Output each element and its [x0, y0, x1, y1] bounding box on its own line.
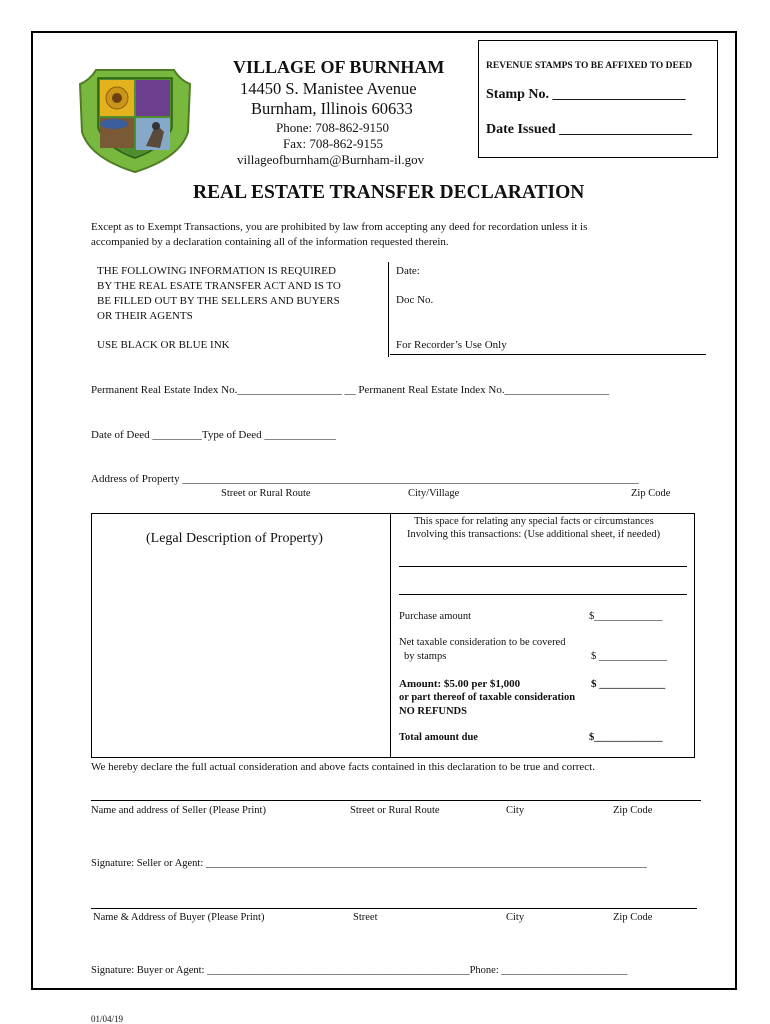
revenue-stamp-title: REVENUE STAMPS TO BE AFFIXED TO DEED — [486, 61, 693, 71]
net-taxable-label-1: Net taxable consideration to be covered — [399, 637, 566, 648]
seller-signature-field[interactable]: Signature: Seller or Agent: ____________________________________________________________________________________ — [91, 858, 647, 869]
special-facts-line-1: This space for relating any special facts or circumstances — [414, 516, 654, 527]
recorder-doc-no-field[interactable]: Doc No. — [396, 294, 434, 306]
required-line-1: THE FOLLOWING INFORMATION IS REQUIRED — [97, 265, 336, 277]
special-facts-line-a[interactable] — [399, 566, 687, 567]
recorder-date-field[interactable]: Date: — [396, 265, 420, 277]
buyer-address-line[interactable] — [91, 908, 697, 909]
buyer-zip-caption: Zip Code — [613, 912, 653, 923]
buyer-street-caption: Street — [353, 912, 378, 923]
village-seal-logo — [76, 62, 194, 174]
intro-line-2: accompanied by a declaration containing all of the information requested therein. — [91, 236, 449, 248]
deed-fields[interactable]: Date of Deed _________Type of Deed _____________ — [91, 429, 336, 441]
village-city: Burnham, Illinois 60633 — [251, 99, 413, 118]
seller-city-caption: City — [506, 805, 525, 816]
amount-rate-field[interactable]: $ ____________ — [591, 678, 666, 690]
village-street: 14450 S. Manistee Avenue — [240, 79, 417, 98]
purchase-amount-label: Purchase amount — [399, 611, 472, 622]
village-email[interactable]: villageofburnham@Burnham-il.gov — [237, 152, 425, 167]
legal-box-divider — [390, 513, 391, 758]
net-taxable-label-2: by stamps — [404, 651, 447, 662]
net-taxable-field[interactable]: $ _____________ — [591, 651, 668, 662]
recorder-use-label: For Recorder’s Use Only — [396, 339, 507, 351]
intro-line-1: Except as to Exempt Transactions, you are prohibited by law from accepting any deed for recordation unless it is — [91, 221, 588, 233]
stamp-no-field[interactable]: Stamp No. ___________________ — [486, 87, 686, 102]
form-border — [31, 31, 737, 990]
seller-address-line[interactable] — [91, 800, 701, 801]
form-title: REAL ESTATE TRANSFER DECLARATION — [193, 182, 585, 203]
purchase-amount-field[interactable]: $_____________ — [589, 611, 663, 622]
pin-fields[interactable]: Permanent Real Estate Index No.___________________ __ Permanent Real Estate Index No.___________________ — [91, 384, 610, 396]
recorder-underline — [390, 354, 706, 355]
required-line-2: BY THE REAL ESATE TRANSFER ACT AND IS TO — [97, 280, 341, 292]
required-line-3: BE FILLED OUT BY THE SELLERS AND BUYERS — [97, 295, 340, 307]
buyer-name-caption: Name & Address of Buyer (Please Print) — [93, 912, 265, 923]
legal-description-box — [91, 513, 695, 758]
seller-name-caption: Name and address of Seller (Please Print) — [91, 805, 266, 816]
total-amount-label: Total amount due — [399, 732, 478, 743]
address-field[interactable]: Address of Property ___________________________________________________________________________________ — [91, 473, 639, 485]
no-refunds-note: NO REFUNDS — [399, 706, 467, 717]
total-amount-field[interactable]: $_____________ — [589, 732, 663, 743]
seller-street-caption: Street or Rural Route — [350, 805, 440, 816]
address-zip-caption: Zip Code — [631, 488, 671, 499]
required-line-4: OR THEIR AGENTS — [97, 310, 193, 322]
special-facts-line-2: Involving this transactions: (Use additional sheet, if needed) — [407, 529, 661, 540]
ink-instruction: USE BLACK OR BLUE INK — [97, 339, 230, 351]
recorder-divider — [388, 262, 389, 357]
amount-rate-label: Amount: $5.00 per $1,000 — [399, 678, 521, 690]
revision-date: 01/04/19 — [91, 1014, 124, 1024]
address-city-caption: City/Village — [408, 488, 460, 499]
date-issued-field[interactable]: Date Issued ___________________ — [486, 122, 693, 137]
village-fax: Fax: 708-862-9155 — [283, 136, 384, 151]
address-street-caption: Street or Rural Route — [221, 488, 311, 499]
village-phone: Phone: 708-862-9150 — [276, 120, 390, 135]
buyer-signature-phone-field[interactable]: Signature: Buyer or Agent: __________________________________________________Phone: ________________________ — [91, 965, 628, 976]
declaration-statement: We hereby declare the full actual consideration and above facts contained in this declaration to be true and correct. — [91, 761, 595, 773]
special-facts-line-b[interactable] — [399, 594, 687, 595]
buyer-city-caption: City — [506, 912, 525, 923]
seller-zip-caption: Zip Code — [613, 805, 653, 816]
village-name: VILLAGE OF BURNHAM — [233, 57, 445, 77]
legal-description-label[interactable]: (Legal Description of Property) — [146, 531, 323, 546]
amount-rate-note: or part thereof of taxable consideration — [399, 692, 576, 703]
